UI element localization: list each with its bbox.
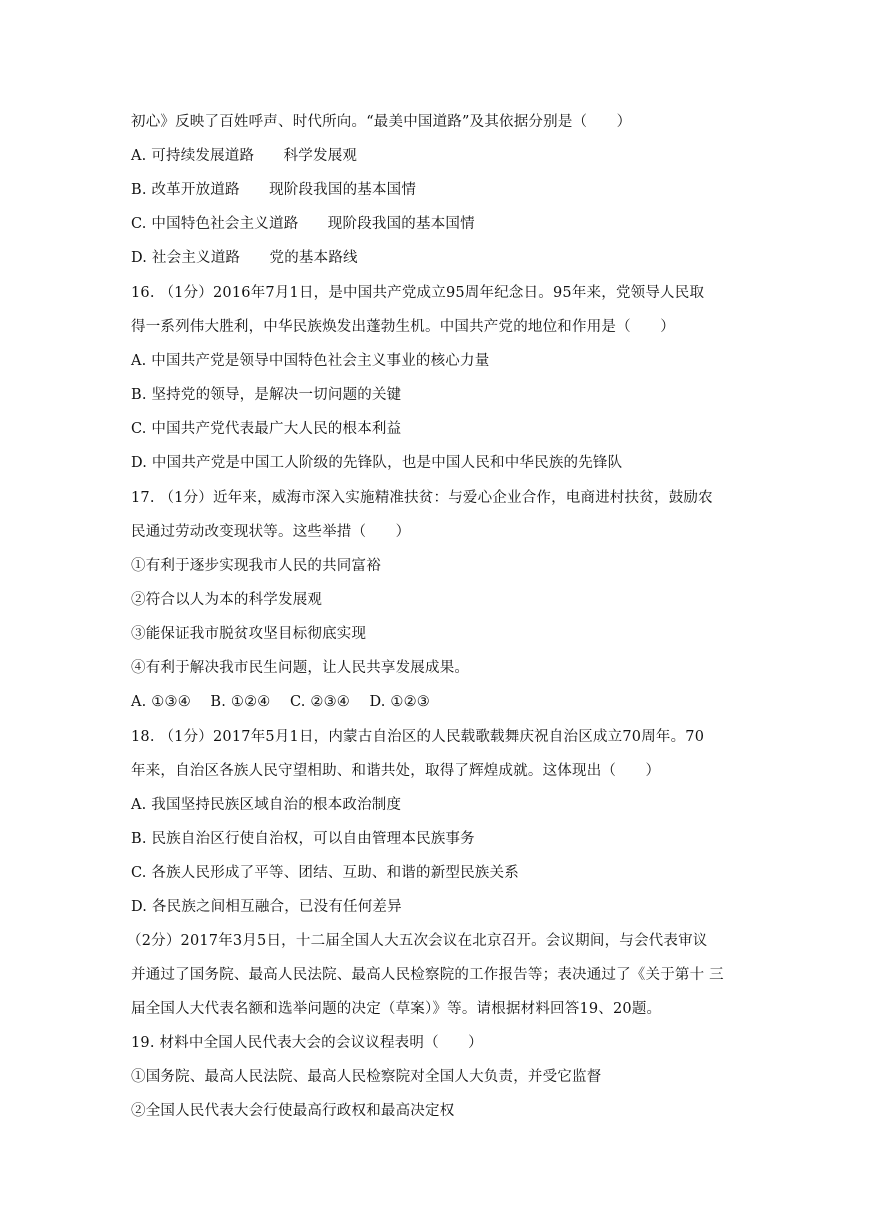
q17-statement-2: ②符合以人为本的科学发展观 bbox=[131, 592, 323, 608]
material-paragraph-cont-1: 并通过了国务院、最高人民法院、最高人民检察院的工作报告等；表决通过了《关于第十 三 bbox=[131, 967, 724, 983]
question-16-stem-cont: 得一系列伟大胜利，中华民族焕发出蓬勃生机。中国共产党的地位和作用是（ ） bbox=[131, 319, 675, 335]
q19-statement-1: ①国务院、最高人民法院、最高人民检察院对全国人大负责，并受它监督 bbox=[131, 1069, 602, 1085]
q18-option-a: A. 我国坚持民族区域自治的根本政治制度 bbox=[131, 797, 402, 813]
q17-statement-1: ①有利于逐步实现我市人民的共同富裕 bbox=[131, 558, 381, 574]
question-18-stem: 18. （1分）2017年5月1日，内蒙古自治区的人民载歌载舞庆祝自治区成立70周年。70 bbox=[131, 729, 705, 745]
q15-option-b: B. 改革开放道路 现阶段我国的基本国情 bbox=[131, 182, 417, 198]
q17-options: A. ①③④ B. ①②④ C. ②③④ D. ①②③ bbox=[131, 694, 431, 710]
material-paragraph: （2分）2017年3月5日，十二届全国人大五次会议在北京召开。会议期间，与会代表审议 bbox=[127, 933, 708, 949]
q19-statement-2: ②全国人民代表大会行使最高行政权和最高决定权 bbox=[131, 1103, 455, 1119]
material-paragraph-cont-2: 届全国人大代表名额和选举问题的决定（草案）》等。请根据材料回答19、20题。 bbox=[131, 1001, 662, 1017]
q16-option-d: D. 中国共产党是中国工人阶级的先锋队，也是中国人民和中华民族的先锋队 bbox=[131, 455, 623, 471]
q16-option-c: C. 中国共产党代表最广大人民的根本利益 bbox=[131, 421, 402, 437]
question-17-stem-cont: 民通过劳动改变现状等。这些举措（ ） bbox=[131, 524, 411, 540]
question-17-stem: 17. （1分）近年来，威海市深入实施精准扶贫：与爱心企业合作，电商进村扶贫，鼓励农 bbox=[131, 490, 713, 506]
question-16-stem: 16. （1分）2016年7月1日，是中国共产党成立95周年纪念日。95年来，党领导人民取 bbox=[131, 285, 705, 301]
question-15-stem-cont: 初心》反映了百姓呼声、时代所向。“最美中国道路”及其依据分别是（ ） bbox=[131, 114, 632, 130]
q15-option-d: D. 社会主义道路 党的基本路线 bbox=[131, 250, 358, 266]
q15-option-a: A. 可持续发展道路 科学发展观 bbox=[131, 148, 358, 164]
q16-option-b: B. 坚持党的领导，是解决一切问题的关键 bbox=[131, 387, 402, 403]
q18-option-c: C. 各族人民形成了平等、团结、互助、和谐的新型民族关系 bbox=[131, 865, 519, 881]
q15-option-c: C. 中国特色社会主义道路 现阶段我国的基本国情 bbox=[131, 216, 475, 232]
q18-option-d: D. 各民族之间相互融合，已没有任何差异 bbox=[131, 899, 402, 915]
q17-statement-4: ④有利于解决我市民生问题，让人民共享发展成果。 bbox=[131, 660, 470, 676]
question-19-stem: 19. 材料中全国人民代表大会的会议议程表明（ ） bbox=[131, 1035, 483, 1051]
q16-option-a: A. 中国共产党是领导中国特色社会主义事业的核心力量 bbox=[131, 353, 490, 369]
question-18-stem-cont: 年来，自治区各族人民守望相助、和谐共处，取得了辉煌成就。这体现出（ ） bbox=[131, 763, 661, 779]
q17-statement-3: ③能保证我市脱贫攻坚目标彻底实现 bbox=[131, 626, 367, 642]
q18-option-b: B. 民族自治区行使自治权，可以自由管理本民族事务 bbox=[131, 831, 475, 847]
